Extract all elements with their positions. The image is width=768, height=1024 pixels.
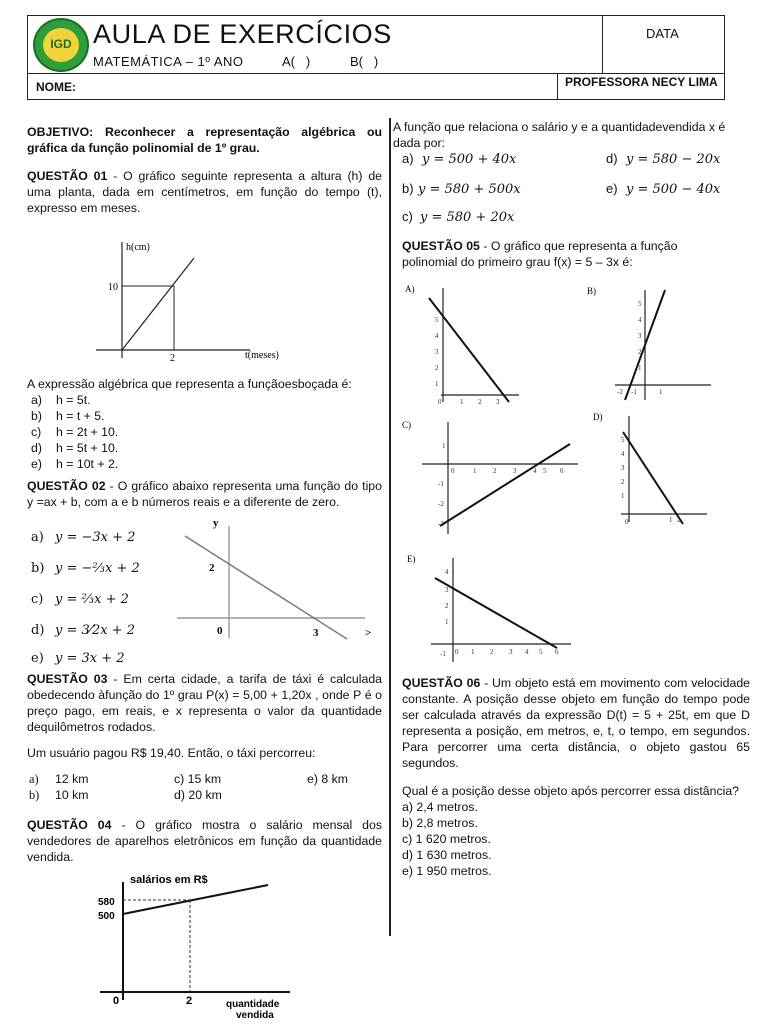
objective-label: OBJETIVO: <box>27 125 94 139</box>
svg-text:2: 2 <box>435 364 439 372</box>
svg-text:0: 0 <box>625 518 629 526</box>
svg-text:2: 2 <box>490 648 494 656</box>
q2-text: - O gráfico abaixo representa uma função do tipo y =ax + b, com a e b números reais e a diferente de zero. <box>27 479 382 509</box>
svg-text:-2: -2 <box>438 500 444 508</box>
q6-statement <box>402 675 750 771</box>
q1-option-e[interactable]: e) h = 10t + 2. <box>31 457 119 471</box>
svg-text:4: 4 <box>533 467 537 475</box>
q5-graph-d <box>585 410 715 530</box>
svg-text:3: 3 <box>496 398 500 406</box>
school-logo <box>33 18 89 72</box>
svg-text:2: 2 <box>638 348 642 356</box>
q4-x-label-2: vendida <box>236 1010 274 1021</box>
q2-option-e[interactable]: e) y = 3x + 2 <box>31 651 125 666</box>
svg-text:3: 3 <box>445 586 449 594</box>
header-divider-name <box>557 73 558 100</box>
q2-option-c[interactable]: c) y = ⅔x + 2 <box>31 592 129 607</box>
q3-option-d[interactable]: d) 20 km <box>174 788 222 802</box>
subject-label: MATEMÁTICA – 1º ANO <box>93 54 244 69</box>
svg-text:1: 1 <box>471 648 475 656</box>
svg-text:5: 5 <box>539 648 543 656</box>
q4-prompt: A função que relaciona o salário y e a quantidadevendida x é dada por: <box>393 120 726 150</box>
svg-text:1: 1 <box>435 380 439 388</box>
class-a-checkbox[interactable]: A( ) <box>282 54 311 69</box>
q5-graph-a-label: A) <box>405 284 415 294</box>
svg-text:1: 1 <box>659 388 663 396</box>
svg-text:-3: -3 <box>438 520 444 528</box>
svg-text:5: 5 <box>621 436 625 444</box>
q6-prompt: Qual é a posição desse objeto após percorrer essa distância? <box>402 784 739 798</box>
svg-text:4: 4 <box>435 332 439 340</box>
q1-y-label: h(cm) <box>126 242 150 253</box>
svg-text:1: 1 <box>473 467 477 475</box>
q4-option-c[interactable]: c) y = 580 + 20x <box>402 209 515 225</box>
svg-text:4: 4 <box>621 450 625 458</box>
q6-option-b[interactable]: b) 2,8 metros. <box>402 816 478 830</box>
q3-text: - Em certa cidade, a tarifa de táxi é calculada obedecendo àfunção do 1º grau P(x) = 5,00 + 1,20x , onde P é o preço pago, em reais, e x representa o valor da quantidade dequilômetros rodados. <box>27 672 383 734</box>
svg-text:2: 2 <box>493 467 497 475</box>
q4-option-b[interactable]: b) y = 580 + 500x <box>402 181 521 197</box>
q5-label: QUESTÃO 05 <box>402 239 480 253</box>
q4-x-label-1: quantidade <box>226 999 280 1010</box>
q6-option-a[interactable]: a) 2,4 metros. <box>402 800 478 814</box>
q5-graph-d-label: D) <box>593 412 603 422</box>
q6-option-c[interactable]: c) 1 620 metros. <box>402 832 491 846</box>
q4-statement <box>27 817 382 865</box>
q1-statement <box>27 168 382 216</box>
q4-text: - O gráfico mostra o salário mensal dos vendedores de aparelhos eletrônicos em função da quantidade vendida. <box>27 818 382 864</box>
q5-graph-c-line <box>440 444 570 526</box>
svg-text:2: 2 <box>677 516 681 524</box>
svg-text:3: 3 <box>638 332 642 340</box>
q6-text: - Um objeto está em movimento com velocidade constante. A posição desse objeto em função do tempo pode ser calculada através da expressão D(t) = 5 + 25t, em que D representa a posição, em metros, e, t, o tempo, em segundos. Para percorrer uma certa distância, o objeto gastou 65 segundos. <box>402 676 750 770</box>
q5-graph-d-line <box>623 432 683 524</box>
q2-option-a[interactable]: a) y = −3x + 2 <box>31 530 136 545</box>
svg-text:0: 0 <box>451 467 455 475</box>
q4-option-a[interactable]: a) y = 500 + 40x <box>402 151 517 167</box>
q5-statement <box>402 238 722 270</box>
q2-options <box>31 530 140 671</box>
q5-text: - O gráfico que representa a função polinomial do primeiro grau f(x) = 5 – 3x é: <box>402 239 678 269</box>
q1-prompt: A expressão algébrica que representa a funçãoesboçada é: <box>27 377 352 391</box>
q3-option-e[interactable]: e) 8 km <box>307 772 349 786</box>
q5-graph-b-label: B) <box>587 286 596 296</box>
header-divider-date <box>602 15 603 73</box>
q2-option-d[interactable]: d) y = 3⁄2x + 2 <box>31 623 135 638</box>
q5-graph-a-line <box>429 298 509 402</box>
svg-text:4: 4 <box>638 316 642 324</box>
q1-option-d[interactable]: d) h = 5t + 10. <box>31 441 119 455</box>
q5-graph-e-label: E) <box>407 554 416 564</box>
q4-x-tick: 2 <box>186 995 193 1007</box>
q2-label: QUESTÃO 02 <box>27 479 106 493</box>
q4-graph <box>90 868 300 1022</box>
q1-text: - O gráfico seguinte representa a altura (h) de uma planta, dada em centímetros, em função do tempo (t), expresso em meses. <box>27 169 382 215</box>
svg-text:-1: -1 <box>438 480 444 488</box>
svg-text:0: 0 <box>455 648 459 656</box>
svg-text:-2: -2 <box>617 388 623 396</box>
q1-option-a[interactable]: a) h = 5t. <box>31 393 91 407</box>
q4-y-tick-500: 500 <box>98 911 115 922</box>
svg-text:2: 2 <box>445 602 449 610</box>
q1-options <box>31 392 118 472</box>
q5-graph-e <box>405 552 580 667</box>
q4-origin: 0 <box>113 995 120 1007</box>
date-label: DATA <box>646 26 679 41</box>
svg-text:2: 2 <box>478 398 482 406</box>
q5-graph-c <box>400 416 585 536</box>
q1-y-tick: 10 <box>108 282 118 293</box>
page-title: AULA DE EXERCÍCIOS <box>93 19 392 49</box>
teacher-label: PROFESSORA NECY LIMA <box>565 75 718 89</box>
svg-text:-1: -1 <box>440 650 446 658</box>
svg-text:6: 6 <box>560 467 564 475</box>
q5-graph-c-label: C) <box>402 420 411 430</box>
objective-text: Reconhecer a representação algébrica ou gráfica da função polinomial de 1º grau. <box>27 125 382 155</box>
q4-y-label: salários em R$ <box>130 874 208 886</box>
svg-text:3: 3 <box>621 464 625 472</box>
q6-options <box>402 799 492 879</box>
q1-option-c[interactable]: c) h = 2t + 10. <box>31 425 119 439</box>
q1-option-b[interactable]: b) h = t + 5. <box>31 409 105 423</box>
svg-text:1: 1 <box>460 398 464 406</box>
svg-text:3: 3 <box>509 648 513 656</box>
svg-text:4: 4 <box>445 568 449 576</box>
q2-line <box>185 536 347 639</box>
q2-statement <box>27 478 382 510</box>
q1-line <box>122 258 194 350</box>
q1-label: QUESTÃO 01 <box>27 169 108 183</box>
header-divider-row <box>27 73 725 74</box>
svg-text:1: 1 <box>442 442 446 450</box>
q1-x-tick: 2 <box>170 353 175 364</box>
q1-x-label: t(meses) <box>245 350 279 361</box>
q3-statement <box>27 671 382 735</box>
q5-graph-a <box>405 282 525 407</box>
q4-y-tick-580: 580 <box>98 897 115 908</box>
q5-graph-b <box>585 282 715 407</box>
objective <box>27 124 382 156</box>
q2-graph <box>175 514 380 644</box>
class-b-checkbox[interactable]: B( ) <box>350 54 379 69</box>
q2-y-label: y <box>213 517 219 529</box>
q3-option-b[interactable]: b) 10 km <box>29 788 89 802</box>
q6-option-e[interactable]: e) 1 950 metros. <box>402 864 492 878</box>
svg-text:1: 1 <box>638 364 642 372</box>
q6-option-d[interactable]: d) 1 630 metros. <box>402 848 492 862</box>
logo-text: IGD <box>50 37 72 51</box>
svg-text:2: 2 <box>621 478 625 486</box>
svg-text:5: 5 <box>435 316 439 324</box>
q2-y-intercept: 2 <box>209 562 215 574</box>
q2-x-intercept: 3 <box>313 627 319 639</box>
q4-option-e[interactable]: e) y = 500 − 40x <box>606 181 721 197</box>
q2-x-arrow: > <box>365 627 372 639</box>
q3-option-c[interactable]: c) 15 km <box>174 772 222 786</box>
q1-graph <box>90 238 320 368</box>
q2-option-b[interactable]: b) y = −⅔x + 2 <box>31 561 140 576</box>
q3-option-a[interactable]: a) 12 km <box>29 772 89 786</box>
q3-prompt: Um usuário pagou R$ 19,40. Então, o táxi percorreu: <box>27 746 316 760</box>
svg-text:6: 6 <box>555 648 559 656</box>
q4-option-d[interactable]: d) y = 580 − 20x <box>606 151 721 167</box>
svg-text:4: 4 <box>525 648 529 656</box>
svg-text:0: 0 <box>438 398 442 406</box>
svg-text:3: 3 <box>513 467 517 475</box>
svg-text:1: 1 <box>669 516 673 524</box>
svg-text:5: 5 <box>543 467 547 475</box>
svg-text:-1: -1 <box>631 388 637 396</box>
q4-label: QUESTÃO 04 <box>27 818 112 832</box>
svg-text:1: 1 <box>445 618 449 626</box>
svg-text:5: 5 <box>638 300 642 308</box>
name-label: NOME: <box>36 80 76 94</box>
svg-text:3: 3 <box>435 348 439 356</box>
q3-label: QUESTÃO 03 <box>27 672 108 686</box>
q2-origin: 0 <box>217 625 223 637</box>
column-divider <box>389 118 391 936</box>
svg-text:1: 1 <box>621 492 625 500</box>
q6-label: QUESTÃO 06 <box>402 676 481 690</box>
